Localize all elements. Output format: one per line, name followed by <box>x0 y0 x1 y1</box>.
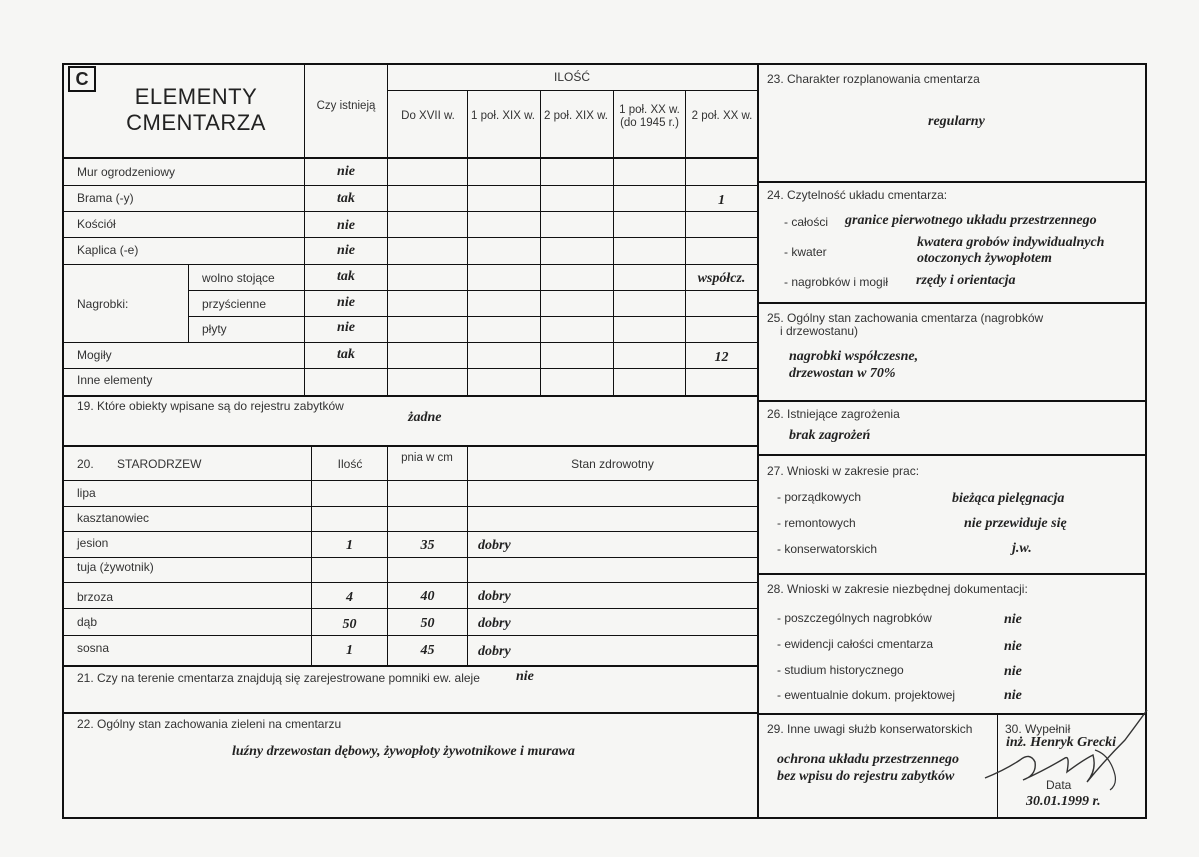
q28-item-answer: nie <box>1004 688 1022 703</box>
row-label: przyścienne <box>202 297 267 311</box>
q21-answer: nie <box>516 669 534 684</box>
col-2pol-xix: 2 poł. XIX w. <box>544 110 608 122</box>
q26-label: 26. Istniejące zagrożenia <box>767 407 900 421</box>
row-label: wolno stojące <box>202 271 275 285</box>
q25-label-1: 25. Ogólny stan zachowania cmentarza (nagrobków <box>767 311 1044 325</box>
col-1pol-xx: 1 poł. XX w. (do 1945 r.) <box>619 104 680 129</box>
q28-item-label: - ewidencji całości cmentarza <box>777 637 934 651</box>
q19-bottom-line <box>62 445 757 447</box>
ilosc-header-line <box>387 90 757 91</box>
q27-porz: bieżąca pielęgnacja <box>952 491 1065 506</box>
q20-col-ilosc: Ilość <box>337 457 363 471</box>
row-line <box>62 185 757 186</box>
row-line <box>62 237 757 238</box>
row-label: Mur ogrodzeniowy <box>77 165 176 179</box>
row-label: Kościół <box>77 217 116 231</box>
header-bottom-line <box>62 157 757 159</box>
q19-answer: żadne <box>408 410 442 425</box>
q23-label: 23. Charakter rozplanowania cmentarza <box>767 72 980 86</box>
q27-rem: nie przewiduje się <box>964 516 1067 531</box>
q24-calosci-label: - całości <box>784 215 829 229</box>
tree-name: kasztanowiec <box>77 511 150 525</box>
q24-calosci: granice pierwotnego układu przestrzennego <box>845 213 1097 228</box>
q30-label: 30. Wypełnił <box>1005 722 1071 736</box>
q20-bottom-line <box>62 665 757 667</box>
q30-date: 30.01.1999 r. <box>1026 794 1101 809</box>
q27-label: 27. Wnioski w zakresie prac: <box>767 464 920 478</box>
q22-label: 22. Ogólny stan zachowania zieleni na cmentarzu <box>77 717 342 731</box>
q30-data-label: Data <box>1046 778 1072 792</box>
col-ilosc: ILOŚĆ <box>553 70 590 84</box>
q29-label: 29. Inne uwagi służb konserwatorskich <box>767 722 973 736</box>
q21-bottom-line <box>62 712 757 714</box>
q27-kons-label: - konserwatorskich <box>777 542 878 556</box>
q24-bottom-line <box>757 302 1147 304</box>
tree-name: jesion <box>77 536 109 550</box>
frame-bottom <box>62 817 1147 819</box>
col-line <box>540 90 541 396</box>
tree-pnia: 35 <box>420 538 435 553</box>
col-do-xvii: Do XVII w. <box>401 110 455 122</box>
q21-label: 21. Czy na terenie cmentarza znajdują się zarejestrowane pomniki ew. aleje <box>77 671 480 685</box>
col-1pol-xix: 1 poł. XIX w. <box>471 110 535 122</box>
czy-value: nie <box>337 218 355 233</box>
col-czy-istnieja: Czy istnieją <box>316 100 376 112</box>
q20-row-line <box>62 531 757 532</box>
col-line <box>467 90 468 396</box>
signature-icon <box>975 700 1150 800</box>
tree-name: dąb <box>77 615 98 629</box>
q20-row-line <box>62 557 757 558</box>
czy-value: nie <box>337 243 355 258</box>
row-label: płyty <box>202 322 227 336</box>
col-2pol-xx: 2 poł. XX w. <box>691 110 753 122</box>
q27-bottom-line <box>757 573 1147 575</box>
q28-item-answer: nie <box>1004 639 1022 654</box>
tree-stan: dobry <box>478 538 511 553</box>
czy-value: tak <box>337 269 355 284</box>
czy-value: tak <box>337 347 355 362</box>
q24-kwater-2: otoczonych żywopłotem <box>917 251 1052 266</box>
q20-row-line <box>62 608 757 609</box>
q28-item-label: - ewentualnie dokum. projektowej <box>777 688 956 702</box>
tree-name: sosna <box>77 641 110 655</box>
q25-bottom-line <box>757 400 1147 402</box>
row-line <box>62 342 757 343</box>
q20-title: STARODRZEW <box>117 457 202 471</box>
q29-answer-2: bez wpisu do rejestru zabytków <box>777 769 955 784</box>
nagrobki-label: Nagrobki: <box>77 297 129 311</box>
row-label: Inne elementy <box>77 373 153 387</box>
q24-nagrobkow: rzędy i orientacja <box>916 273 1016 288</box>
q28-item-label: - poszczególnych nagrobków <box>777 611 932 625</box>
xx2-value: 1 <box>718 193 725 208</box>
q23-bottom-line <box>757 181 1147 183</box>
row-label: Kaplica (-e) <box>77 243 139 257</box>
row-label: Mogiły <box>77 348 112 362</box>
elements-title: ELEMENTY CMENTARZA <box>126 84 266 135</box>
q24-nagrobkow-label: - nagrobków i mogił <box>784 275 889 289</box>
tree-ilosc: 50 <box>342 617 357 632</box>
q27-rem-label: - remontowych <box>777 516 856 530</box>
section-letter: C <box>68 66 96 92</box>
q28-item-answer: nie <box>1004 664 1022 679</box>
czy-value: nie <box>337 164 355 179</box>
tree-stan: dobry <box>478 589 511 604</box>
tree-name: lipa <box>77 486 96 500</box>
q20-row-line <box>62 506 757 507</box>
row-line <box>62 264 757 265</box>
q22-answer: luźny drzewostan dębowy, żywopłoty żywotnikowe i murawa <box>232 744 575 759</box>
row-line <box>188 290 757 291</box>
q26-answer: brak zagrożeń <box>789 428 871 443</box>
tree-pnia: 40 <box>420 589 435 604</box>
q20-row-line <box>62 635 757 636</box>
q28-label: 28. Wnioski w zakresie niezbędnej dokumentacji: <box>767 582 1028 596</box>
q25-answer-1: nagrobki współczesne, <box>789 349 919 364</box>
row-label: Brama (-y) <box>77 191 134 205</box>
q24-label: 24. Czytelność układu cmentarza: <box>767 188 948 202</box>
nagrobki-divider <box>188 264 189 342</box>
czy-value: nie <box>337 295 355 310</box>
frame-left <box>62 63 64 819</box>
col-line <box>613 90 614 396</box>
q23-answer: regularny <box>928 114 985 129</box>
q24-kwater-1: kwatera grobów indywidualnych <box>917 235 1105 250</box>
tree-ilosc: 1 <box>346 643 353 658</box>
tree-name: tuja (żywotnik) <box>77 560 154 574</box>
tree-stan: dobry <box>478 644 511 659</box>
q20-num: 20. <box>77 457 94 471</box>
q20-row-line <box>62 582 757 583</box>
row-line <box>62 368 757 369</box>
tree-name: brzoza <box>77 590 114 604</box>
czy-value: nie <box>337 320 355 335</box>
tree-pnia: 45 <box>420 643 435 658</box>
q20-col-stan: Stan zdrowotny <box>571 457 654 471</box>
q27-kons: j.w. <box>1012 541 1032 556</box>
q30-name: inż. Henryk Grecki <box>1006 735 1117 750</box>
q27-porz-label: - porządkowych <box>777 490 862 504</box>
tree-pnia: 50 <box>420 616 435 631</box>
row-line <box>62 395 757 397</box>
q28-item-answer: nie <box>1004 612 1022 627</box>
q29-answer-1: ochrona układu przestrzennego <box>777 752 960 767</box>
tree-ilosc: 1 <box>346 538 353 553</box>
row-line <box>188 316 757 317</box>
frame-top <box>62 63 1147 65</box>
q24-kwater-label: - kwater <box>784 245 827 259</box>
xx2-value: 12 <box>714 350 729 365</box>
middle-divider <box>757 63 759 819</box>
q26-bottom-line <box>757 454 1147 456</box>
q20-row-line <box>62 480 757 481</box>
q28-item-label: - studium historycznego <box>777 663 904 677</box>
xx2-value: współcz. <box>697 271 746 286</box>
czy-value: tak <box>337 191 355 206</box>
q19-label: 19. Które obiekty wpisane są do rejestru zabytków <box>77 399 344 413</box>
q25-answer-2: drzewostan w 70% <box>789 366 896 381</box>
row-line <box>62 211 757 212</box>
tree-ilosc: 4 <box>346 590 353 605</box>
col-line <box>387 63 388 396</box>
q25-label-2: i drzewostanu) <box>780 324 859 338</box>
tree-stan: dobry <box>478 616 511 631</box>
q20-col-pnia: pnia w cm <box>401 452 453 464</box>
